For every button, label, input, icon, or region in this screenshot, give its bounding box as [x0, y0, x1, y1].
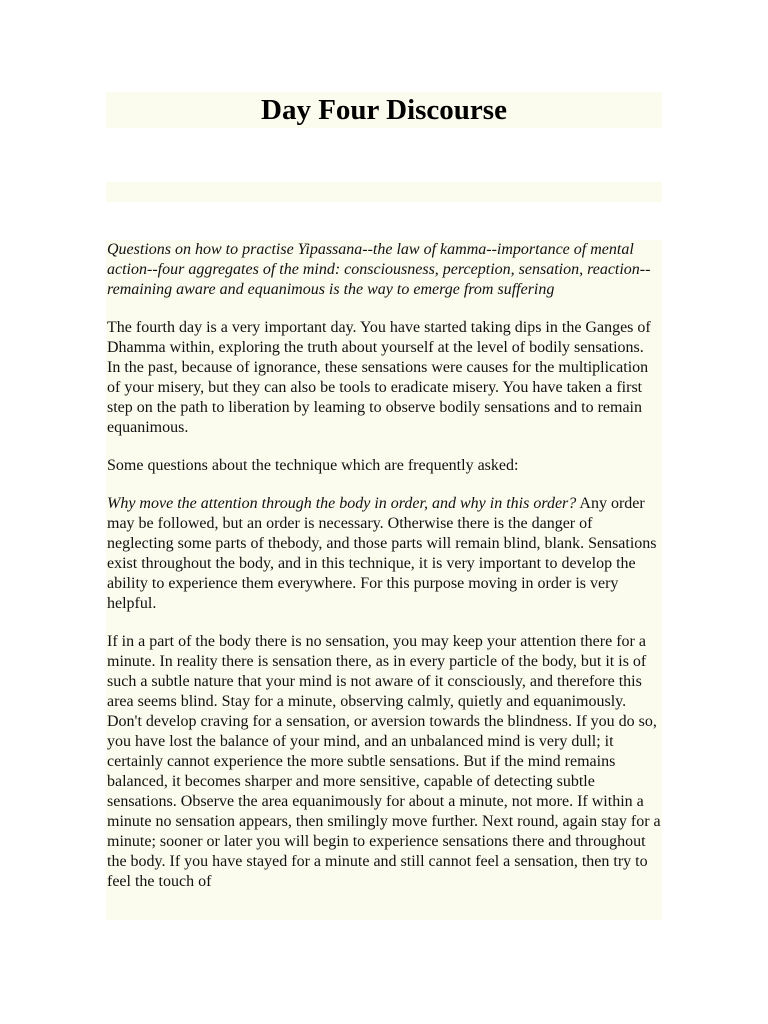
paragraph-3 — [106, 494, 662, 614]
summary-paragraph: Questions on how to practise Yipassana--the law of kamma--importance of mental action--four aggregates of the mind: consciousness, perception, sensation, reaction--remaining aware and equanimous is the way to emerge from suffering — [107, 241, 651, 298]
page-title: Day Four Discourse — [261, 94, 507, 126]
content-band — [106, 240, 662, 920]
paragraph-3-body: Any order may be followed, but an order is necessary. Otherwise there is the danger of neglecting some parts of thebody, and those parts will remain blind, blank. Sensations exist throughout the body, and in this technique, it is very important to develop the ability to experience them everywhere. For this purpose moving in order is very helpful. — [107, 495, 657, 612]
paragraph-4: If in a part of the body there is no sensation, you may keep your attention there for a minute. In reality there is sensation there, as in every particle of the body, but it is of such a subtle nature that your mind is not aware of it consciously, and therefore this area seems blind. Stay for a minute, observing calmly, quietly and equanimously. Don't develop craving for a sensation, or aversion towards the blindness. If you do so, you have lost the balance of your mind, and an unbalanced mind is very dull; it certainly cannot experience the more subtle sensations. But if the mind remains balanced, it becomes sharper and more sensitive, capable of detecting subtle sensations. Observe the area equanimously for about a minute, not more. If within a minute no sensation appears, then smilingly move further. Next round, again stay for a minute; sooner or later you will begin to experience sensations there and throughout the body. If you have stayed for a minute and still cannot feel a sensation, then try to feel the touch of — [107, 633, 661, 890]
paragraph-2: Some questions about the technique which are frequently asked: — [107, 457, 519, 474]
empty-band — [106, 182, 662, 202]
paragraph-1: The fourth day is a very important day. You have started taking dips in the Ganges of Dhamma within, exploring the truth about yourself at the level of bodily sensations. In the past, because of ignorance, these sensations were causes for the multiplication of your misery, but they can also be tools to eradicate misery. You have taken a first step on the path to liberation by leaming to observe bodily sensations and to remain equanimous. — [107, 319, 651, 436]
title-band — [106, 92, 662, 128]
paragraph-3-question: Why move the attention through the body in order, and why in this order? — [107, 495, 577, 512]
